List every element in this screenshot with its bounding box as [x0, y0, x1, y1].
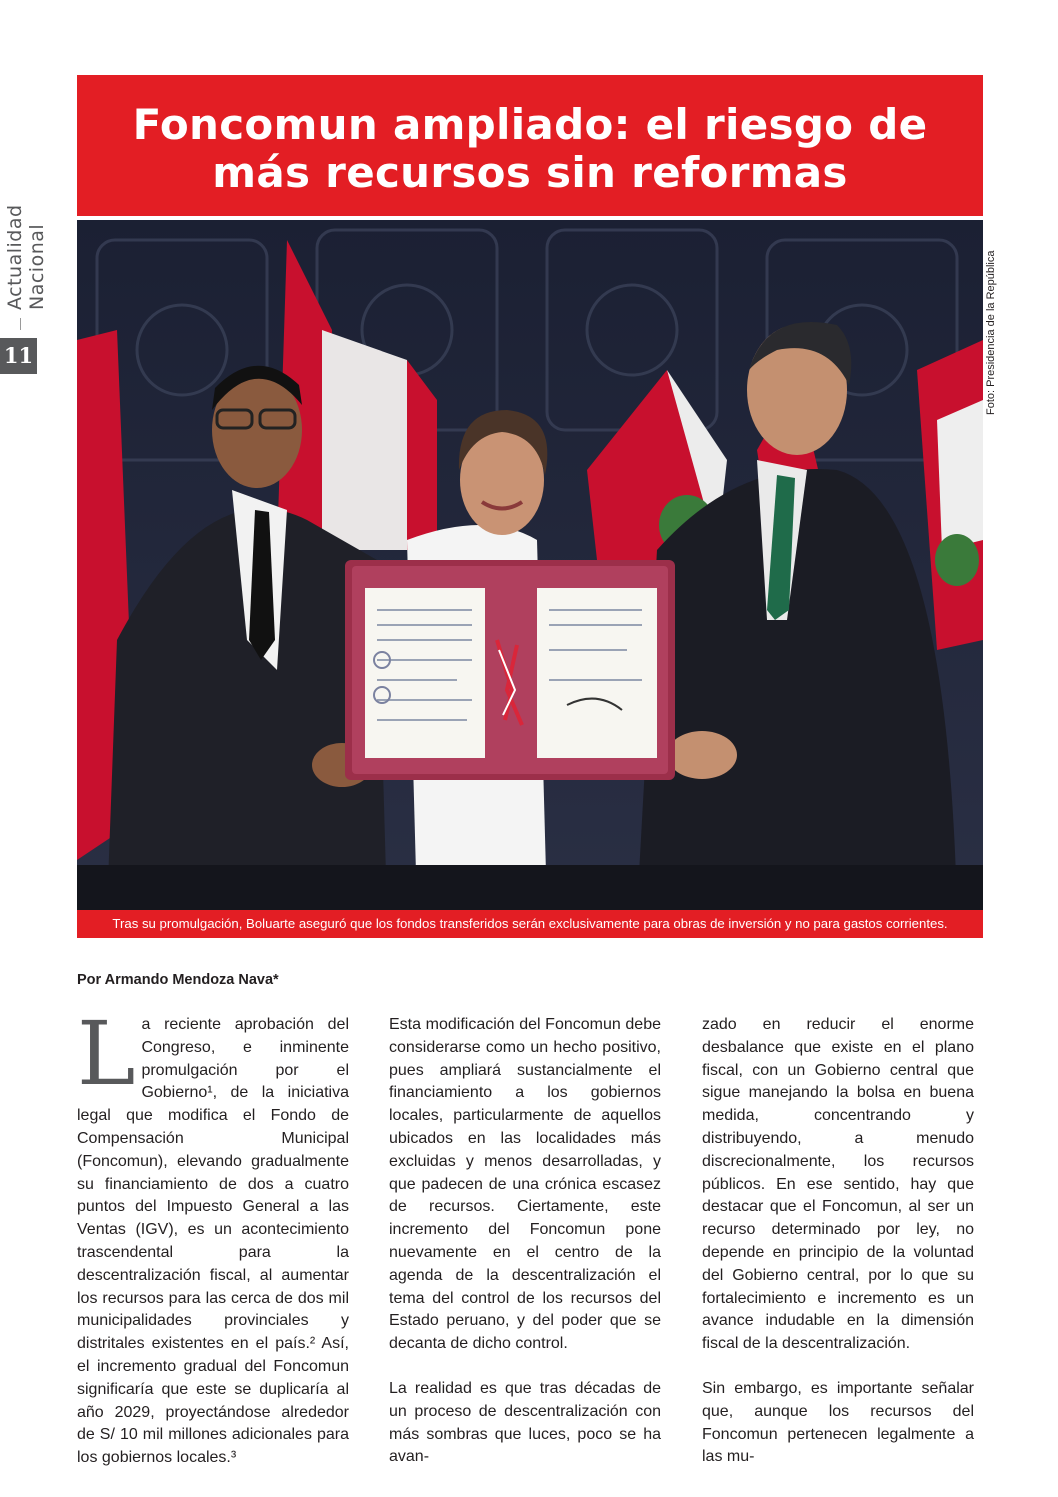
section-label: Actualidad Nacional	[4, 204, 48, 310]
article-column-1	[77, 1002, 349, 1492]
photo-credit	[983, 220, 1003, 415]
photo-caption: Tras su promulgación, Boluarte aseguró que los fondos transferidos serán exclusivamente para obras de inversión y no para gastos corrientes.	[77, 910, 983, 938]
section-divider	[20, 318, 21, 330]
photo-credit-text: Foto: Presidencia de la República	[985, 250, 997, 415]
paragraph: zado en reducir el enorme desbalance que existe en el plano fiscal, con un Gobierno central que sigue manejando la bolsa en buena medida, concentrando y distribuyendo, a menudo discrecionalmente, los recursos públicos. En ese sentido, hay que destacar que el Foncomun, al ser un recurso determinado por ley, no depende en principio de la voluntad del Gobierno central, por lo que su fortalecimiento e incremento es un avance indudable en la dimensión fiscal de la descentralización.	[702, 1016, 974, 1353]
page-number: 11	[0, 338, 37, 374]
paragraph: Esta modificación del Foncomun debe considerarse como un hecho positivo, pues ampliará sustancialmente el financiamiento a los gobiernos locales, particularmente de aquellos ubicados en las localidades más excluidas y menos desarrolladas, y que padecen de una crónica escasez de recursos. Ciertamente, este incremento del Foncomun pone nuevamente en el centro de la agenda de la descentralización el tema del control de los recursos del Estado peruano, y del poder que se decanta de dicho control.	[389, 1016, 661, 1353]
article-photo	[77, 220, 983, 910]
headline	[77, 75, 983, 197]
drop-cap: L	[77, 1002, 136, 1105]
paragraph	[77, 1002, 349, 1470]
headline-banner	[77, 75, 983, 216]
headline-line-1: Foncomun ampliado: el riesgo de	[132, 100, 928, 149]
byline: Por Armando Mendoza Nava*	[77, 972, 279, 988]
article-column-2	[389, 1014, 661, 1491]
paragraph-text: a reciente aprobación del Congreso, e inminente promulgación por el Gobierno¹, de la iniciativa legal que modifica el Fondo de Compensación Municipal (Foncomun), elevando gradualmente su financiamiento de dos a cuatro puntos del Impuesto General a las Ventas (IGV), es un acontecimiento trascendental para la descentralización fiscal, al aumentar los recursos para las cerca de dos mil municipalidades provinciales y distritales existentes en el país.² Así, el incremento gradual del Foncomun significaría que este se duplicaría al año 2029, proyectándose alrededor de S/ 10 mil millones adicionales para los gobiernos locales.³	[77, 1016, 349, 1467]
paragraph: Sin embargo, es importante señalar que, aunque los recursos del Foncomun pertenecen legalmente a las mu-	[702, 1379, 974, 1466]
paragraph: La realidad es que tras décadas de un proceso de descentralización con más sombras que luces, poco se ha avan-	[389, 1379, 661, 1466]
headline-line-2: más recursos sin reformas	[212, 148, 848, 197]
article-column-3	[702, 1014, 974, 1491]
